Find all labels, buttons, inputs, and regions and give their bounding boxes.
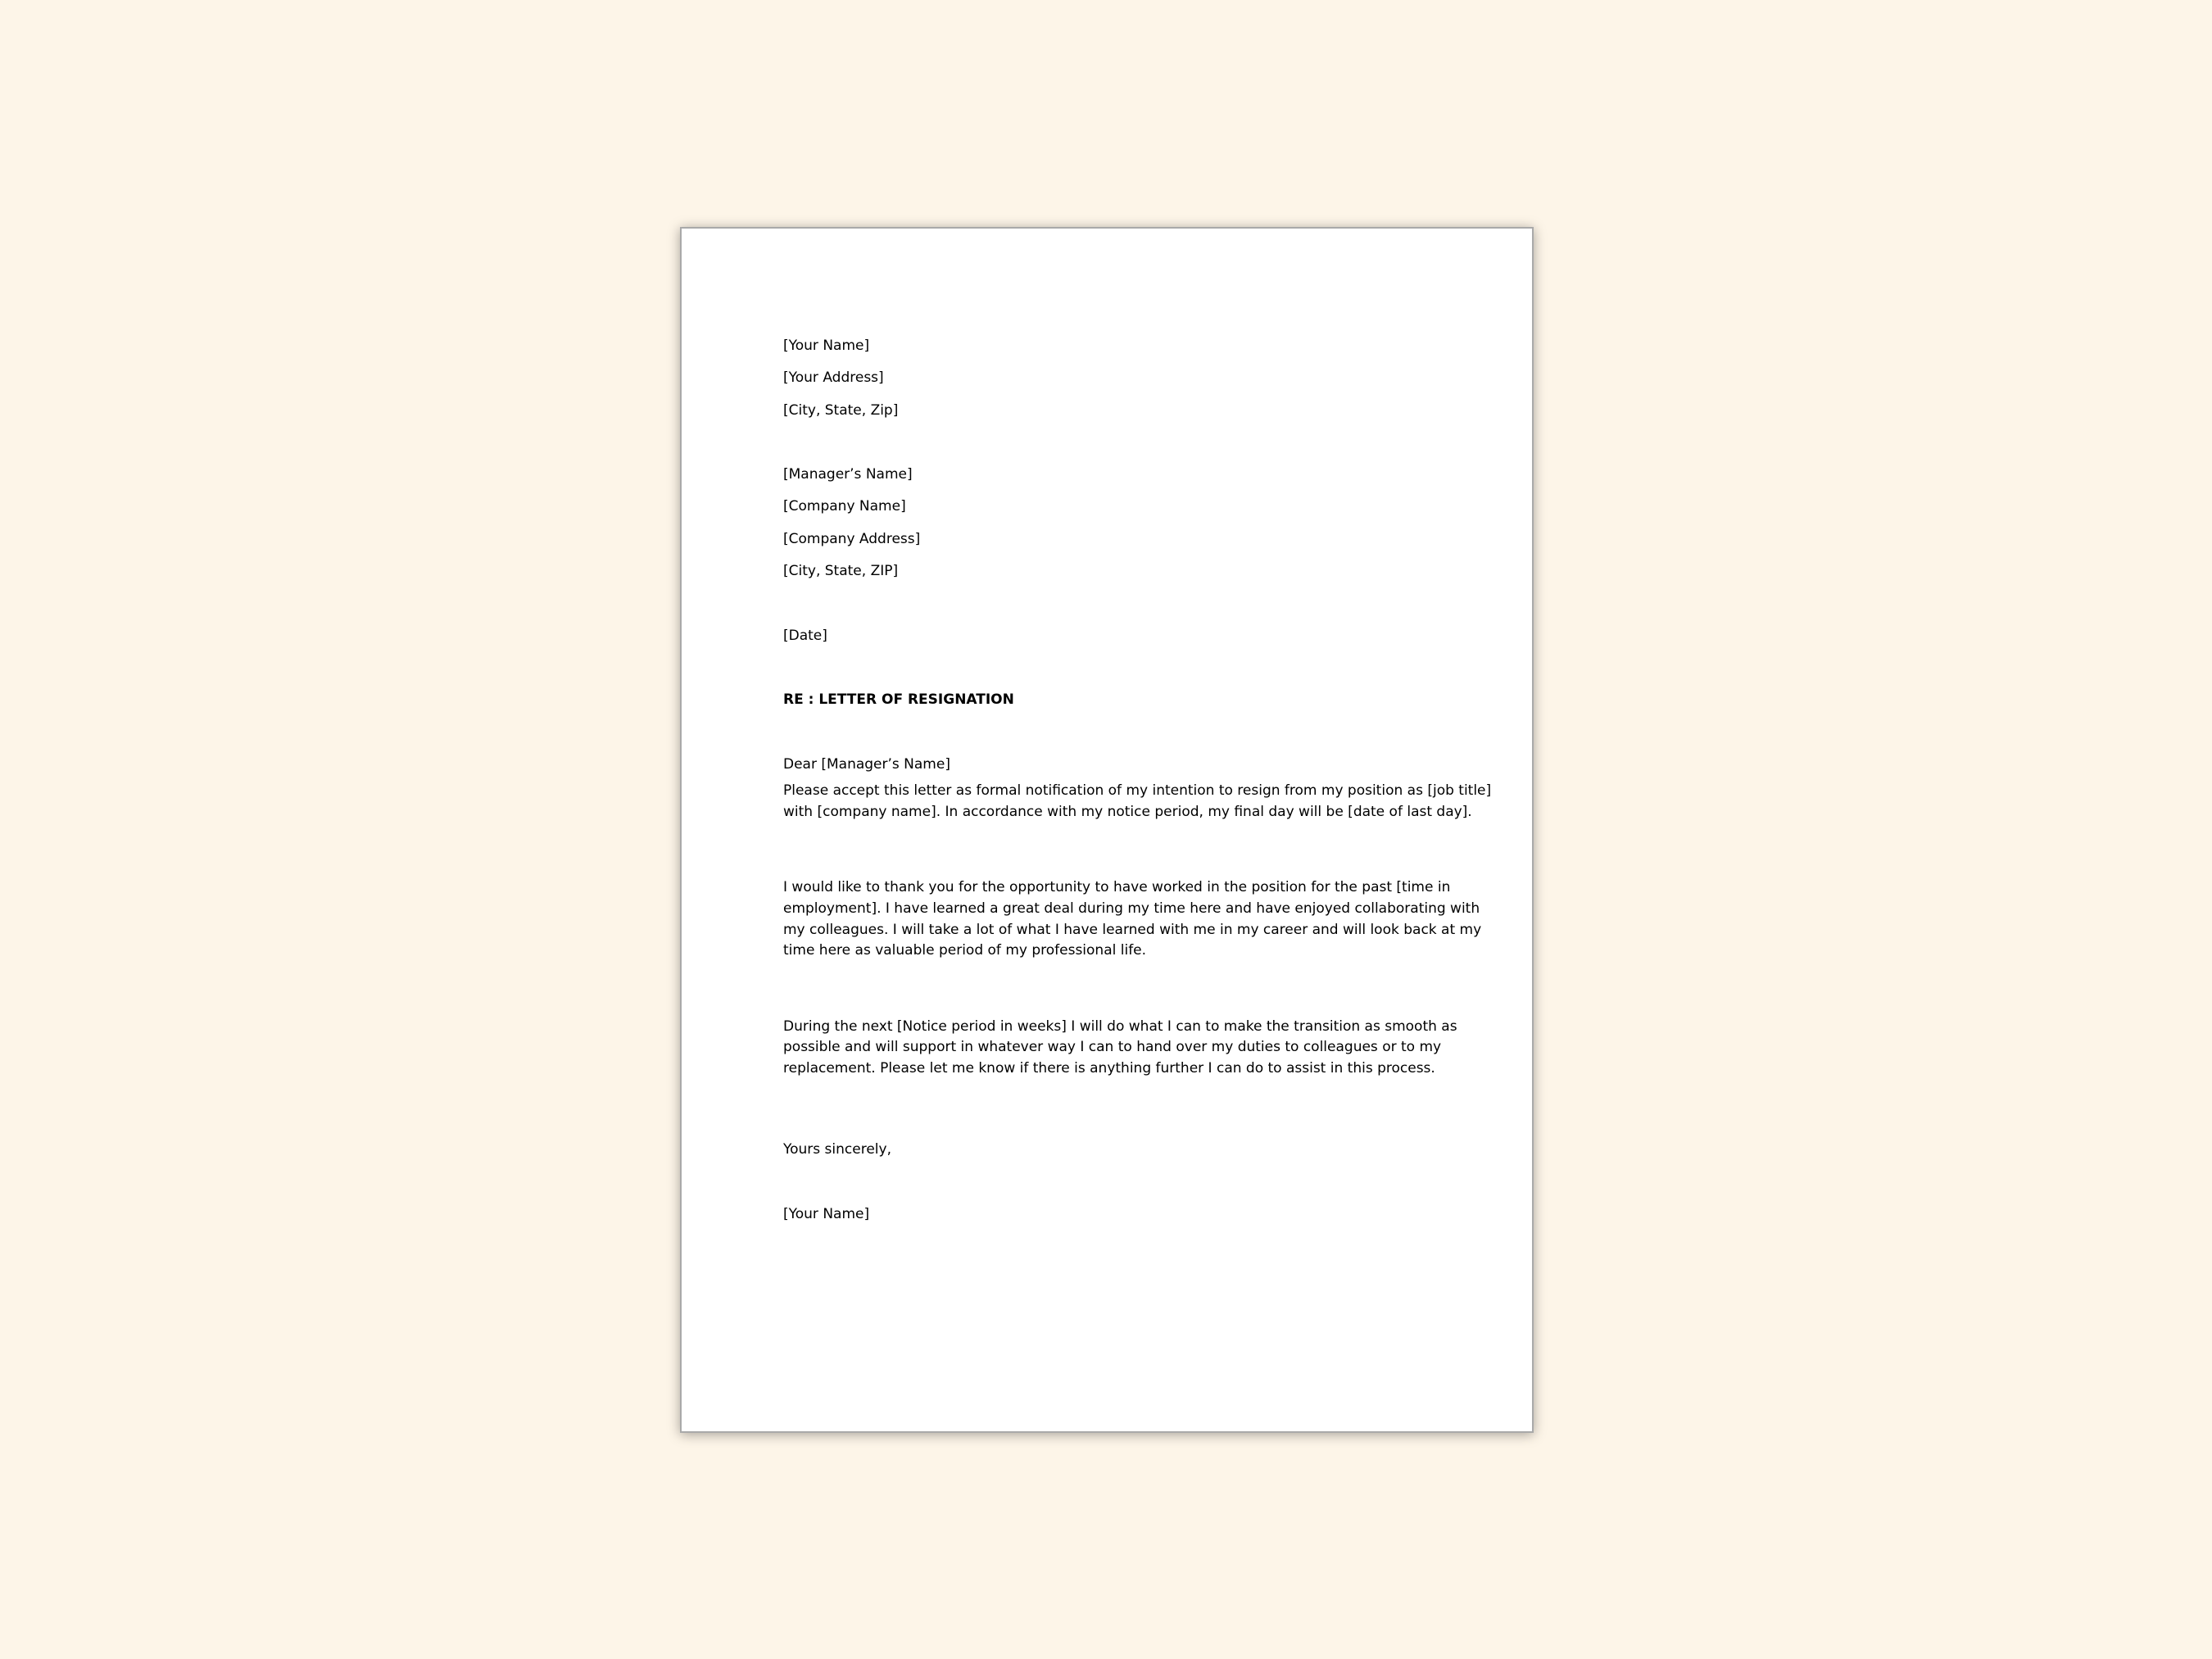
sender-name: [Your Name] [783, 338, 870, 354]
paragraph-1 [783, 781, 1492, 823]
paragraph-line: possible and will support in whatever way I can to hand over my duties to colleagues or to my [783, 1039, 1442, 1056]
paragraph-line: employment]. I have learned a great deal during my time here and have enjoyed collaborating with [783, 900, 1480, 917]
sender-city-state-zip: [City, State, Zip] [783, 401, 899, 419]
paragraph-line: Please accept this letter as formal notification of my intention to resign from my position as [job title] [783, 782, 1492, 800]
paragraph-line: replacement. Please let me know if there is anything further I can do to assist in this process. [783, 1060, 1435, 1077]
document-page [680, 227, 1534, 1433]
paragraph-line: with [company name]. In accordance with my notice period, my final day will be [date of last day]. [783, 803, 1472, 820]
recipient-company-address: [Company Address] [783, 530, 921, 547]
salutation: Dear [Manager’s Name] [783, 755, 950, 773]
paragraph-2 [783, 877, 1482, 962]
letter-date: [Date] [783, 627, 827, 644]
signature: [Your Name] [783, 1205, 870, 1222]
paragraph-line: I would like to thank you for the opportunity to have worked in the position for the past [time in [783, 879, 1451, 896]
recipient-city-state-zip: [City, State, ZIP] [783, 563, 899, 580]
paragraph-line: my colleagues. I will take a lot of what I have learned with me in my career and will look back at my [783, 921, 1482, 938]
paragraph-line: time here as valuable period of my professional life. [783, 942, 1147, 959]
letter-body [783, 330, 1492, 1231]
closing: Yours sincerely, [783, 1141, 891, 1158]
paragraph-line: During the next [Notice period in weeks] I will do what I can to make the transition as smooth as [783, 1018, 1457, 1035]
recipient-company-name: [Company Name] [783, 498, 906, 515]
paragraph-3 [783, 1017, 1457, 1080]
sender-address: [Your Address] [783, 369, 884, 387]
recipient-manager-name: [Manager’s Name] [783, 466, 913, 483]
subject-line: RE : LETTER OF RESIGNATION [783, 691, 1014, 709]
